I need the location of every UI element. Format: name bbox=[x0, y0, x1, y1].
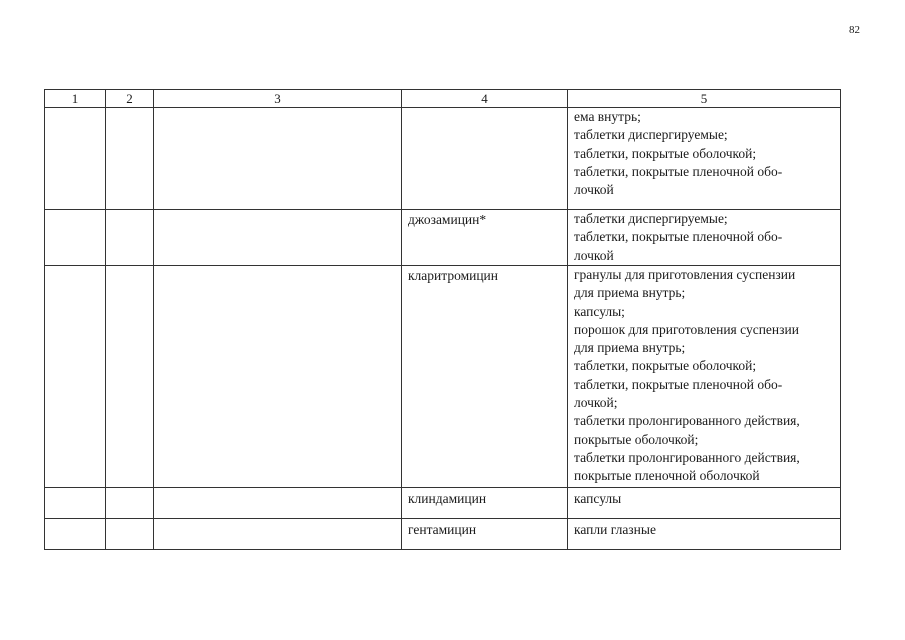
table-cell-dosage-forms bbox=[568, 210, 841, 266]
table-cell-subgroup bbox=[154, 488, 402, 519]
table-cell-dosage-forms bbox=[568, 266, 841, 488]
table-cell-group bbox=[106, 210, 154, 266]
table-cell-drug-name bbox=[402, 108, 568, 210]
table-cell-drug-name: клиндамицин bbox=[402, 488, 568, 519]
column-header-5: 5 bbox=[568, 90, 841, 108]
dosage-form-line: таблетки диспергируемые; bbox=[574, 211, 728, 226]
dosage-form-line: таблетки, покрытые пленочной обо- bbox=[574, 376, 783, 392]
dosage-form-line: таблетки, покрытые пленочной обо- bbox=[574, 229, 783, 245]
table-row bbox=[45, 266, 841, 488]
table-cell-group bbox=[106, 488, 154, 519]
table-header-row bbox=[45, 90, 841, 108]
dosage-form-line: капсулы; bbox=[574, 303, 625, 319]
table-row bbox=[45, 210, 841, 266]
dosage-form-line: таблетки диспергируемые; bbox=[574, 127, 728, 143]
table-cell-drug-name: гентамицин bbox=[402, 519, 568, 550]
table-cell-subgroup bbox=[154, 108, 402, 210]
dosage-form-line: лочкой bbox=[574, 247, 614, 263]
table-cell-code bbox=[45, 210, 106, 266]
dosage-form-line: гранулы для приготовления суспензии bbox=[574, 267, 796, 282]
dosage-form-line: таблетки, покрытые оболочкой; bbox=[574, 358, 757, 374]
dosage-form-line: капсулы bbox=[574, 491, 622, 506]
dosage-form-line: таблетки, покрытые оболочкой; bbox=[574, 145, 757, 161]
page-number: 82 bbox=[849, 24, 860, 36]
dosage-form-line: лочкой; bbox=[574, 395, 618, 411]
table-cell-code bbox=[45, 519, 106, 550]
dosage-form-line: таблетки пролонгированного действия, bbox=[574, 449, 800, 465]
dosage-form-line: таблетки пролонгированного действия, bbox=[574, 413, 800, 429]
table-cell-subgroup bbox=[154, 266, 402, 488]
dosage-form-line: таблетки, покрытые пленочной обо- bbox=[574, 163, 783, 179]
table-cell-drug-name: кларитромицин bbox=[402, 266, 568, 488]
table-cell-dosage-forms bbox=[568, 519, 841, 550]
table-cell-dosage-forms bbox=[568, 108, 841, 210]
table-cell-code bbox=[45, 108, 106, 210]
table-row bbox=[45, 488, 841, 519]
table-cell-code bbox=[45, 488, 106, 519]
column-header-2: 2 bbox=[106, 90, 154, 108]
column-header-1: 1 bbox=[45, 90, 106, 108]
table-cell-code bbox=[45, 266, 106, 488]
column-header-3: 3 bbox=[154, 90, 402, 108]
table-cell-subgroup bbox=[154, 210, 402, 266]
dosage-form-line: для приема внутрь; bbox=[574, 340, 686, 356]
table-row bbox=[45, 519, 841, 550]
table-cell-group bbox=[106, 519, 154, 550]
table-cell-group bbox=[106, 266, 154, 488]
table-cell-dosage-forms bbox=[568, 488, 841, 519]
table-cell-subgroup bbox=[154, 519, 402, 550]
column-header-4: 4 bbox=[402, 90, 568, 108]
dosage-form-line: капли глазные bbox=[574, 522, 656, 537]
dosage-form-line: для приема внутрь; bbox=[574, 285, 686, 301]
table-cell-group bbox=[106, 108, 154, 210]
dosage-form-line: ема внутрь; bbox=[574, 109, 641, 124]
medication-table bbox=[44, 89, 841, 550]
dosage-form-line: покрытые оболочкой; bbox=[574, 431, 699, 447]
table-row bbox=[45, 108, 841, 210]
dosage-form-line: покрытые пленочной оболочкой bbox=[574, 468, 760, 484]
dosage-form-line: порошок для приготовления суспензии bbox=[574, 321, 799, 337]
dosage-form-line: лочкой bbox=[574, 182, 614, 198]
table-cell-drug-name: джозамицин* bbox=[402, 210, 568, 266]
